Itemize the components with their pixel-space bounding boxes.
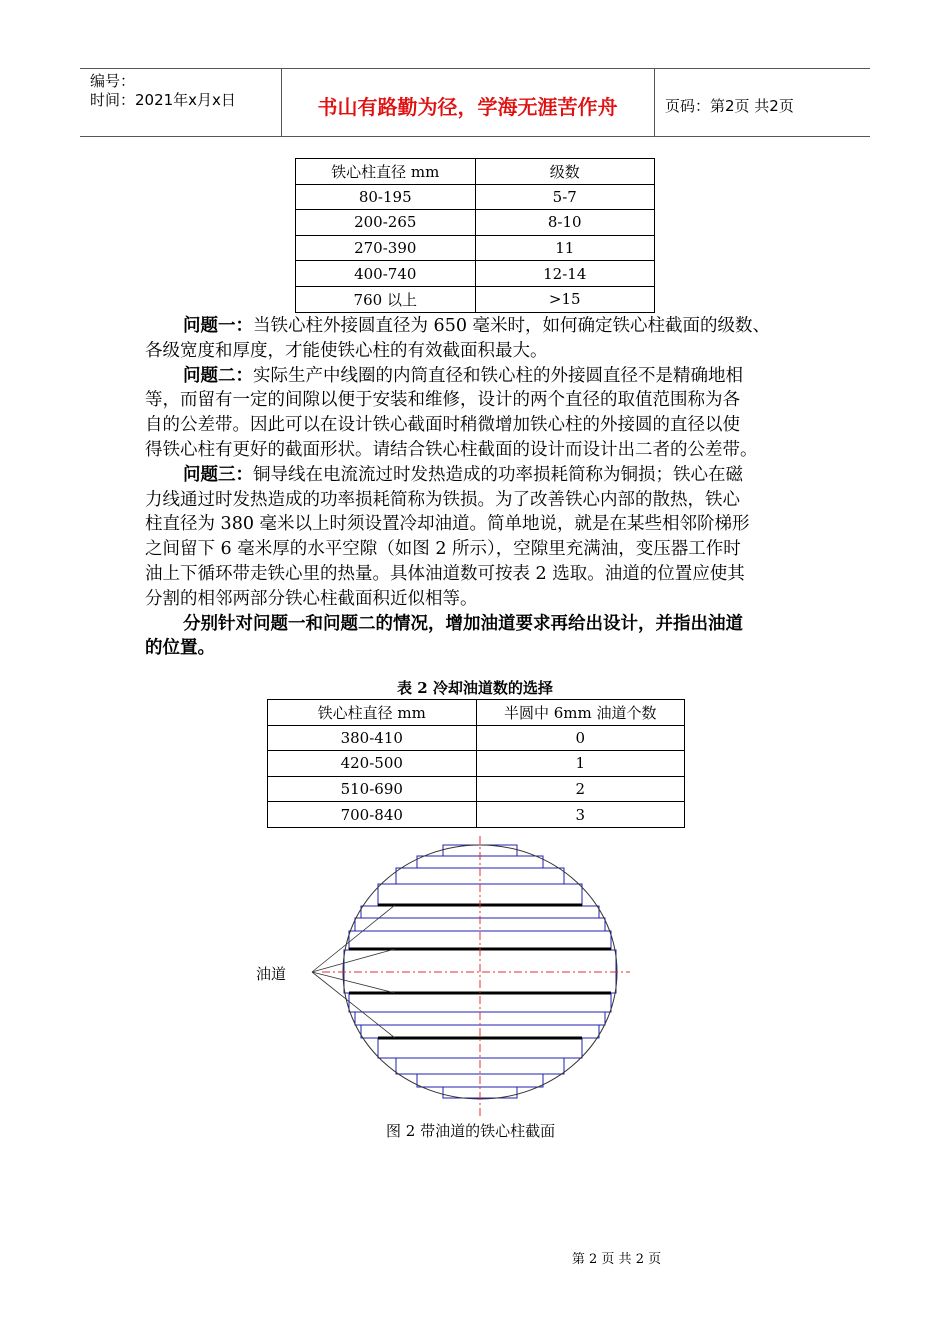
header-page: 页码：第2页 共2页 [665,97,794,115]
table-cell: 510-690 [268,776,477,802]
table2-caption: 表 2 冷却油道数的选择 [397,679,553,697]
table-cell: 2 [476,776,685,802]
question-label: 问题三： [183,464,253,485]
text-content: 力线通过时发热造成的功率损耗简称为铁损。为了改善铁心内部的散热，铁心 [145,489,740,510]
text-content: 分割的相邻两部分铁心柱截面积近似相等。 [145,588,478,609]
table-cell: 80-195 [296,184,476,210]
figure-caption: 图 2 带油道的铁心柱截面 [386,1122,556,1140]
text-content: 当铁心柱外接圆直径为 650 毫米时，如何确定铁心柱截面的级数、 [253,316,771,336]
table-cell: 12-14 [475,261,655,287]
text-content: 各级宽度和厚度，才能使铁心柱的有效截面积最大。 [145,340,548,361]
oil-duct-label: 油道 [256,965,287,983]
table-cell: 3 [476,802,685,828]
doc-time: 时间：2021年x月x日 [90,91,236,109]
table-cell: 半圆中 6mm 油道个数 [476,700,685,726]
table-cell: >15 [475,286,655,312]
table-cell: 200-265 [296,210,476,236]
text-content: 分别针对问题一和问题二的情况，增加油道要求再给出设计，并指出油道 [183,613,743,634]
table-cell: 760 以上 [296,286,476,312]
doc-number: 编号： [90,72,136,90]
leader-arrow [312,949,395,972]
table-cell: 0 [476,725,685,751]
text-content: 的位置。 [145,638,215,659]
text-content: 自的公差带。因此可以在设计铁心截面时稍微增加铁心柱的外接圆的直径以使 [145,415,740,436]
table-cell: 1 [476,751,685,777]
table-cell: 8-10 [475,210,655,236]
text-content: 柱直径为 380 毫米以上时须设置冷却油道。简单地说，就是在某些相邻阶梯形 [145,514,750,535]
text-content: 油上下循环带走铁心里的热量。具体油道数可按表 2 选取。油道的位置应使其 [145,563,745,584]
text-content: 之间留下 6 毫米厚的水平空隙（如图 2 所示），空隙里充满油，变压器工作时 [145,539,741,560]
table-cell: 铁心柱直径 mm [268,700,477,726]
text-content: 实际生产中线圈的内筒直径和铁心柱的外接圆直径不是精确地相 [253,365,743,386]
header-motto: 书山有路勤为径，学海无涯苦作舟 [317,95,618,119]
text-content: 得铁心柱有更好的截面形状。请结合铁心柱截面的设计而设计出二者的公差带。 [145,439,758,460]
text-content: 等，而留有一定的间隙以便于安装和维修，设计的两个直径的取值范围称为各 [145,390,740,411]
leader-arrow [312,972,395,1038]
table-cell: 铁心柱直径 mm [296,159,476,185]
leader-arrow [312,972,395,993]
table-cell: 270-390 [296,235,476,261]
table-cell: 420-500 [268,751,477,777]
table-cell: 380-410 [268,725,477,751]
table-cell: 5-7 [475,184,655,210]
table-cell: 级数 [475,159,655,185]
table-cell: 700-840 [268,802,477,828]
question-label: 问题一： [183,316,253,336]
question-label: 问题二： [183,365,253,386]
leader-arrow [312,905,395,972]
table-cell: 11 [475,235,655,261]
text-content: 铜导线在电流流过时发热造成的功率损耗简称为铜损；铁心在磁 [253,464,743,485]
page-footer: 第 2 页 共 2 页 [571,1252,662,1267]
table-cell: 400-740 [296,261,476,287]
